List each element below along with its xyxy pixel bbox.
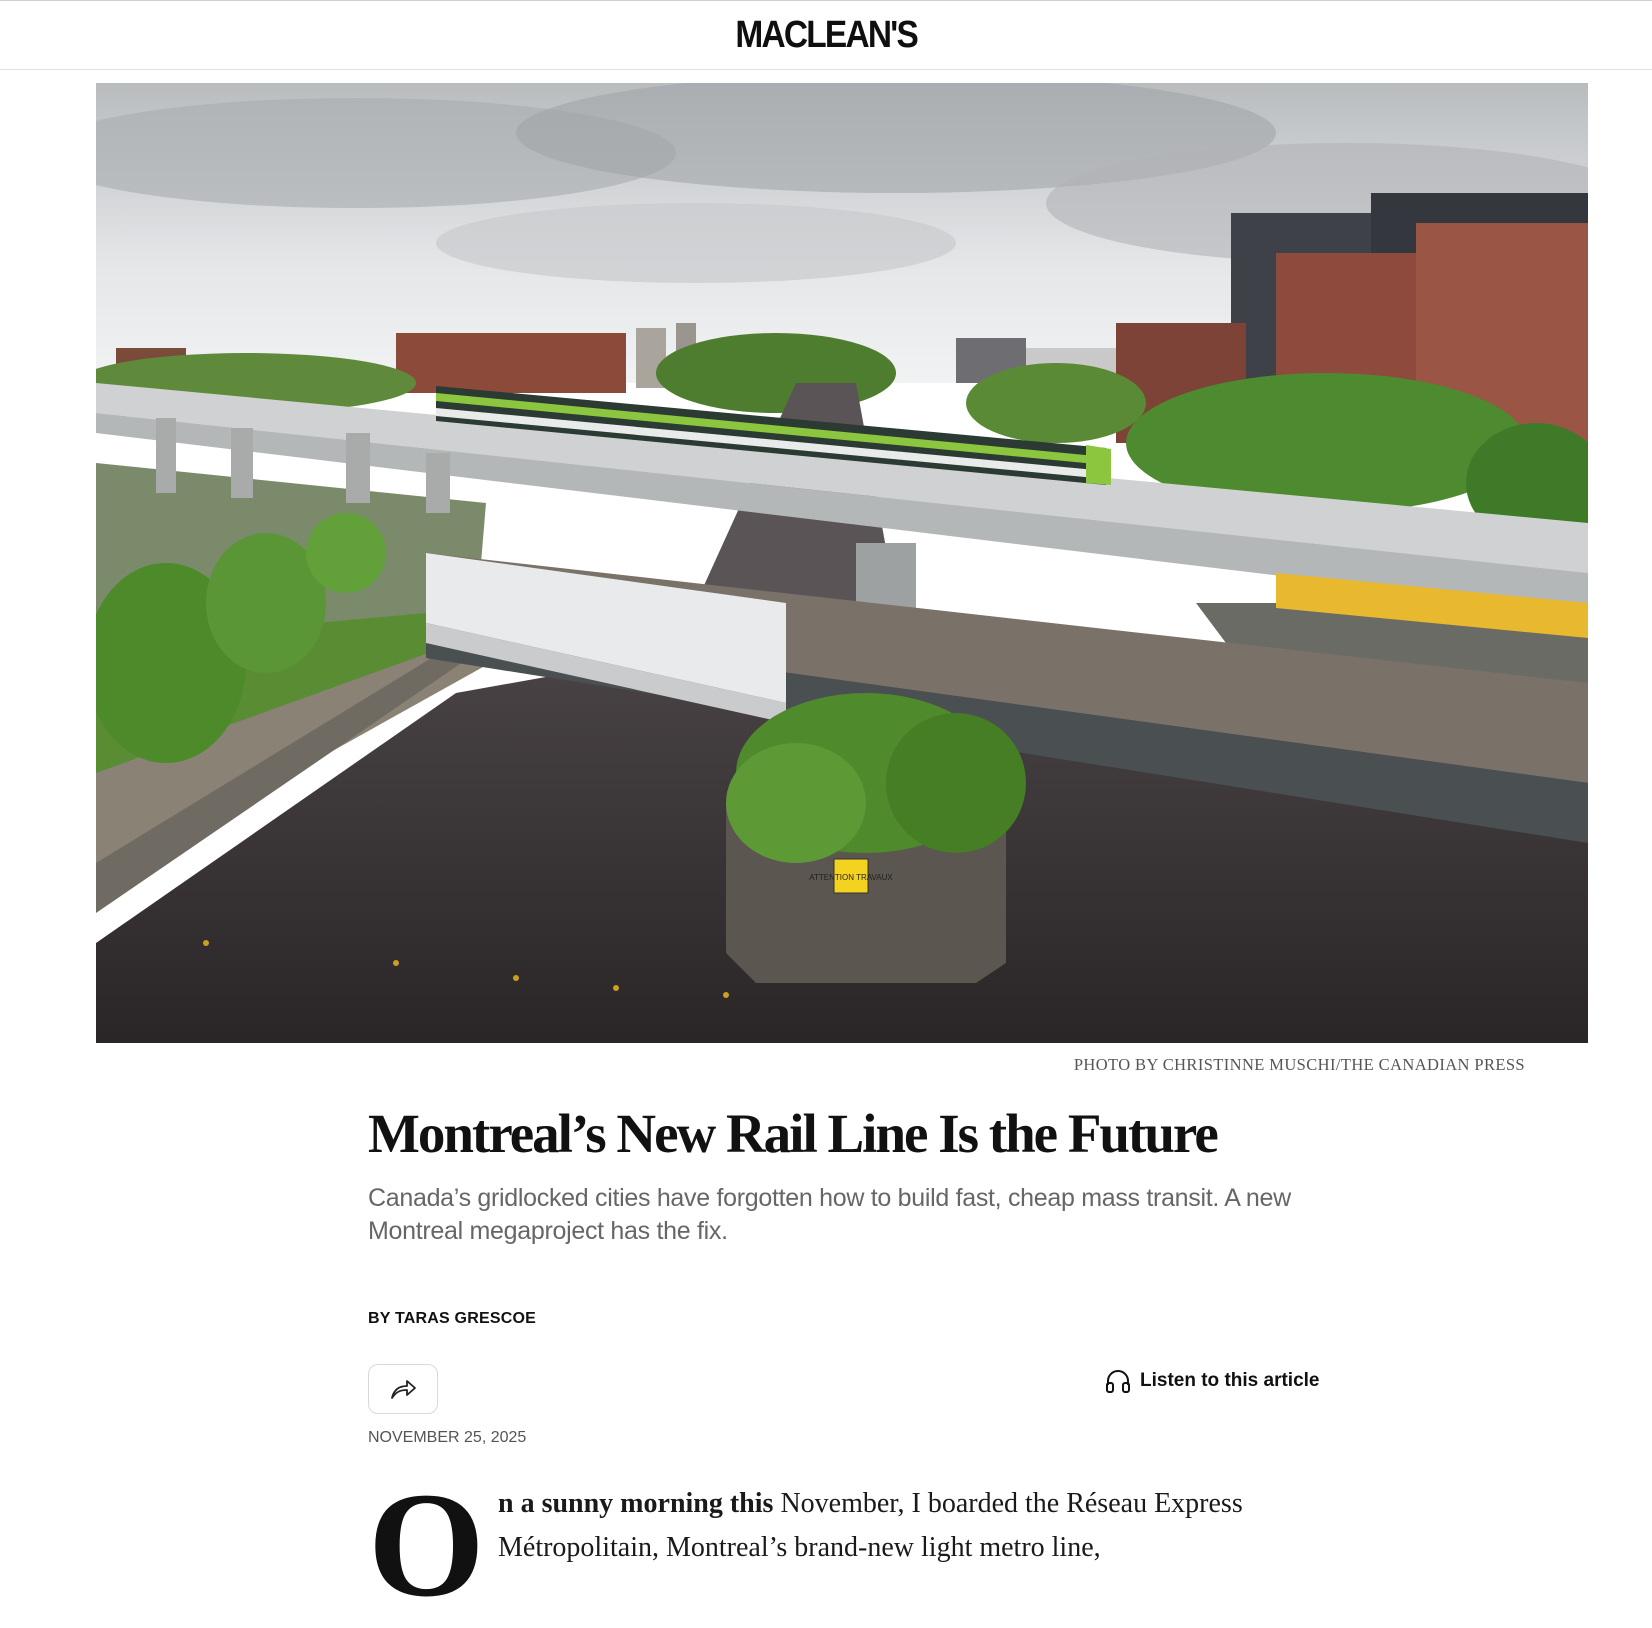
lead-bold-text: n a sunny morning this: [498, 1488, 774, 1519]
lead-text: November, I boarded the Réseau Express Métropolitain, Montreal’s brand-new light metro line,: [498, 1488, 1243, 1563]
article-dek: Canada’s gridlocked cities have forgotten how to build fast, cheap mass transit. A new Montreal megaproject has the fix.: [368, 1184, 1291, 1245]
hero-image: [96, 83, 1588, 1043]
article-headline: Montreal’s New Rail Line Is the Future: [368, 1103, 1217, 1164]
article-byline[interactable]: BY TARAS GRESCOE: [368, 1310, 536, 1327]
listen-label: Listen to this article: [1140, 1370, 1320, 1391]
hero-photo: [96, 83, 1588, 1043]
listen-to-article-button[interactable]: [1104, 1366, 1319, 1396]
headphones-icon: [1104, 1368, 1132, 1394]
photo-credit: PHOTO BY CHRISTINNE MUSCHI/THE CANADIAN PRESS: [1073, 1055, 1525, 1074]
publish-date: NOVEMBER 25, 2025: [368, 1429, 527, 1446]
share-arrow-icon: [388, 1376, 418, 1402]
article-header: [368, 1100, 1316, 1248]
share-button[interactable]: [368, 1364, 438, 1414]
drop-cap: O: [368, 1462, 485, 1628]
article-lead-paragraph: [498, 1482, 1308, 1570]
site-logo[interactable]: MACLEAN'S: [735, 13, 917, 56]
hero-sign-text: ATTENTION TRAVAUX: [809, 873, 893, 882]
masthead: [0, 0, 1652, 70]
